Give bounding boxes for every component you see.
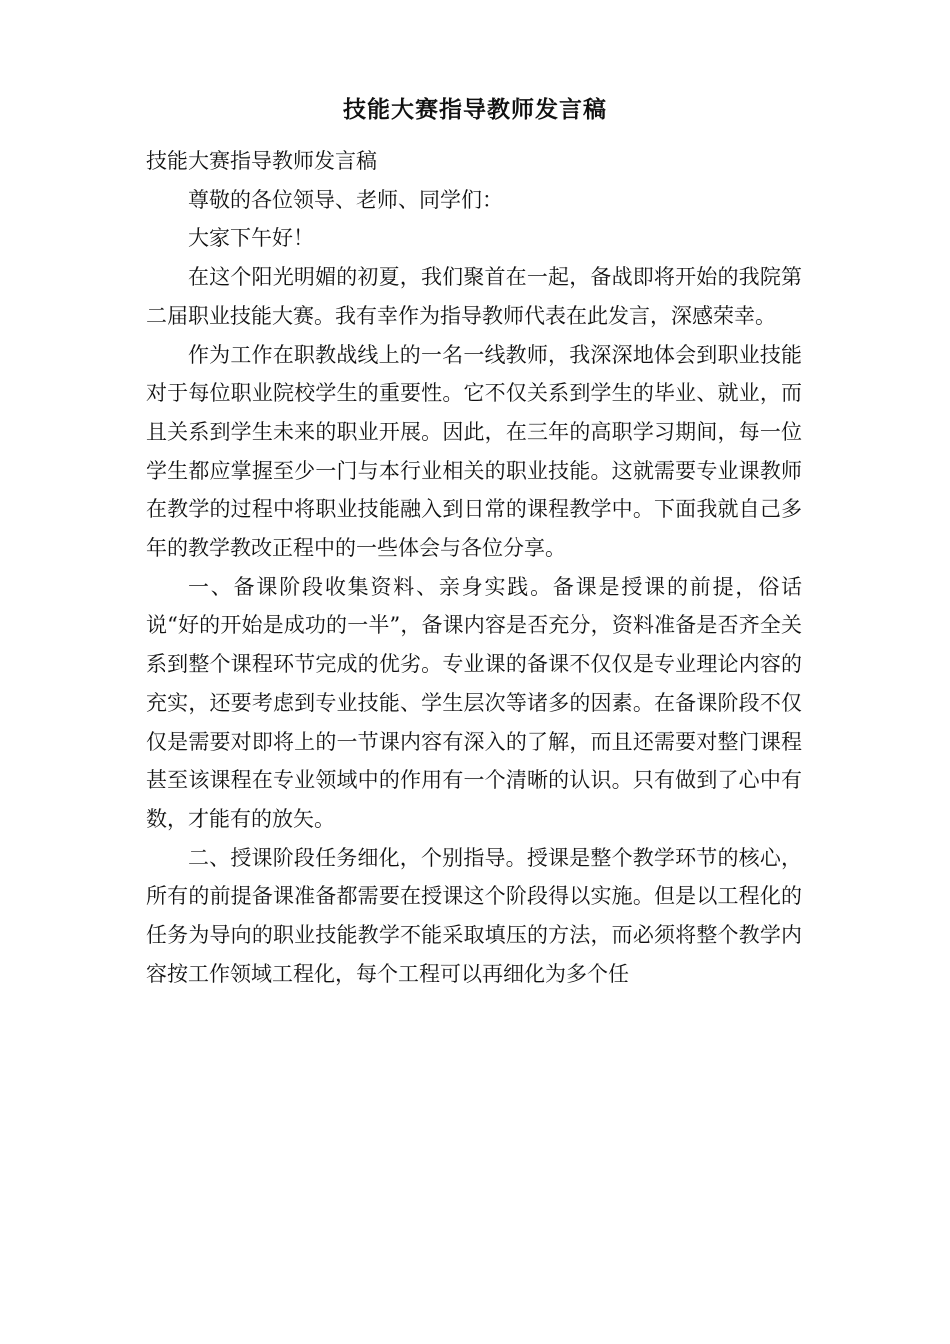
paragraph: 二、授课阶段任务细化，个别指导。授课是整个教学环节的核心，所有的前提备课准备都需要在授课这个阶段得以实施。但是以工程化的任务为导向的职业技能教学不能采取填压的方法，而必须将整个教学内容按工作领域工程化，每个工程可以再细化为多个任 [146,845,802,986]
document-subtitle: 技能大赛指导教师发言稿 [146,149,377,173]
paragraph-greeting: 大家下午好！ [188,226,314,251]
paragraph: 一、备课阶段收集资料、亲身实践。备课是授课的前提，俗话说“好的开始是成功的一半”，备课内容是否充分，资料准备是否齐全关系到整个课程环节完成的优劣。专业课的备课不仅仅是专业理论内容的充实，还要考虑到专业技能、学生层次等诸多的因素。在备课阶段不仅仅是需要对即将上的一节课内容有深入的了解，而且还需要对整门课程甚至该课程在专业领域中的作用有一个清晰的认识。只有做到了心中有数，才能有的放矢。 [146,574,802,831]
paragraph: 在这个阳光明媚的初夏，我们聚首在一起，备战即将开始的我院第二届职业技能大赛。我有幸作为指导教师代表在此发言，深感荣幸。 [146,265,802,328]
document-title: 技能大赛指导教师发言稿 [343,96,607,123]
paragraph: 作为工作在职教战线上的一名一线教师，我深深地体会到职业技能对于每位职业院校学生的重要性。它不仅关系到学生的毕业、就业，而且关系到学生未来的职业开展。因此，在三年的高职学习期间，每一位学生都应掌握至少一门与本行业相关的职业技能。这就需要专业课教师在教学的过程中将职业技能融入到日常的课程教学中。下面我就自己多年的教学教改正程中的一些体会与各位分享。 [146,342,802,561]
paragraph-salutation: 尊敬的各位领导、老师、同学们： [188,187,503,212]
document-body [146,142,802,993]
